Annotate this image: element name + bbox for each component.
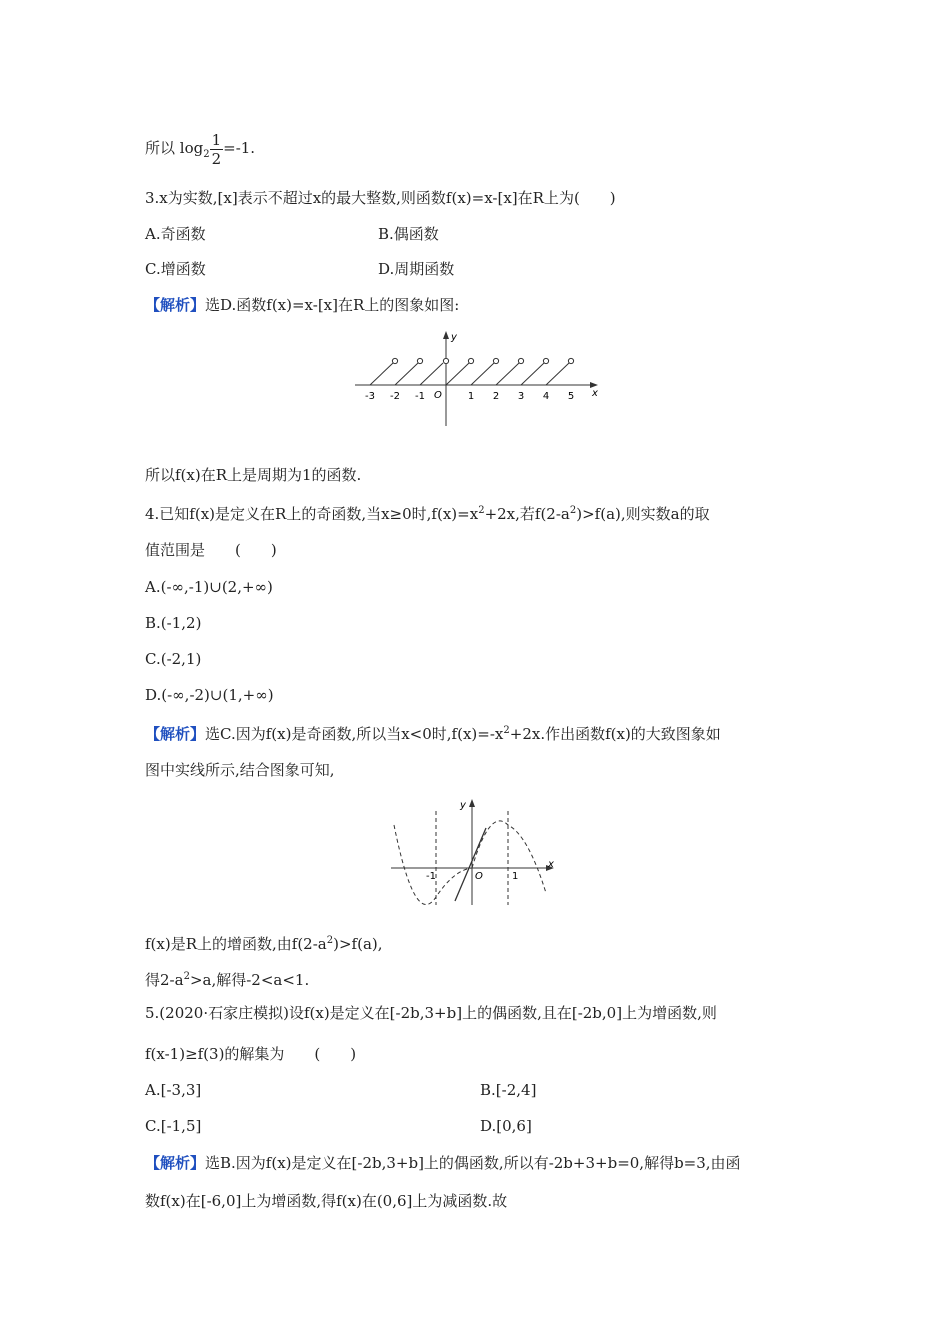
solution-tag: 【解析】 — [145, 296, 206, 314]
exponent: 2 — [478, 505, 485, 516]
tick-label: -1 — [415, 391, 425, 402]
exponent: 2 — [183, 971, 190, 982]
q4-solution-line2: 图中实线所示,结合图象可知, — [145, 761, 335, 779]
segment — [546, 363, 569, 385]
tick-label: 1 — [467, 391, 475, 402]
text: >a,解得-2<a<1. — [189, 971, 310, 989]
open-dot — [443, 358, 448, 363]
segment — [446, 363, 469, 385]
text: =-1. — [223, 139, 256, 157]
text: )>f(a), — [333, 935, 383, 953]
q3-option-d: D.周期函数 — [378, 260, 455, 278]
q3-stem: 3.x为实数,[x]表示不超过x的最大整数,则函数f(x)=x-[x]在R上为( ) — [145, 189, 616, 207]
x-axis-label: x — [592, 388, 598, 399]
q4-conclusion-line2 — [145, 967, 309, 990]
segment — [370, 363, 393, 385]
q4-stem-line2: 值范围是 ( ) — [145, 541, 277, 559]
exponent: 2 — [503, 725, 510, 736]
exponent: 2 — [569, 505, 577, 516]
origin-label: O — [475, 871, 483, 882]
q5-solution-line2: 数f(x)在[-6,0]上为增函数,得f(x)在(0,6]上为减函数.故 — [145, 1192, 508, 1210]
open-dot — [493, 358, 498, 363]
solution-tag: 【解析】 — [145, 725, 206, 743]
q5-option-b: B.[-2,4] — [480, 1081, 537, 1099]
q4-option-c: C.(-2,1) — [145, 650, 202, 668]
tick-label: 4 — [542, 391, 550, 402]
segment — [496, 363, 519, 385]
text: )>f(a),则实数a的取 — [576, 505, 710, 523]
segment — [395, 363, 418, 385]
tick-label-pos: 1 — [512, 871, 519, 882]
q5-stem-line1: 5.(2020·石家庄模拟)设f(x)是定义在[-2b,3+b]上的偶函数,且在[-2b,0]上为增函数,则 — [145, 1004, 717, 1022]
q4-option-a: A.(-∞,-1)∪(2,+∞) — [145, 578, 273, 596]
tick-label: 2 — [492, 391, 500, 402]
text: 4.已知f(x)是定义在R上的奇函数,当x≥0时,f(x)=x — [145, 505, 479, 523]
q3-conclusion: 所以f(x)在R上是周期为1的函数. — [145, 466, 362, 484]
q3-option-a: A.奇函数 — [145, 225, 206, 243]
q5-option-d: D.[0,6] — [480, 1117, 532, 1135]
sawtooth-graph — [350, 328, 605, 430]
solid-increasing-line — [455, 828, 486, 901]
text: 所以 log — [145, 139, 204, 157]
q3-option-c: C.增函数 — [145, 260, 206, 278]
segment — [521, 363, 544, 385]
q3-option-b: B.偶函数 — [378, 225, 439, 243]
q4-solution-line1 — [145, 721, 721, 744]
q4-conclusion-line1 — [145, 931, 383, 954]
q4-option-b: B.(-1,2) — [145, 614, 202, 632]
q5-solution-line1 — [145, 1153, 741, 1173]
open-dot — [417, 358, 422, 363]
origin-label: O — [434, 390, 442, 401]
dashed-parabola-left — [394, 825, 472, 905]
q5-option-a: A.[-3,3] — [145, 1081, 202, 1099]
open-dot — [543, 358, 548, 363]
text: 选B.因为f(x)是定义在[-2b,3+b]上的偶函数,所以有-2b+3+b=0,解得b=3,由函 — [205, 1154, 741, 1172]
fraction — [210, 131, 224, 168]
text: 选D.函数f(x)=x-[x]在R上的图象如图: — [205, 296, 460, 314]
text: 得2-a — [145, 971, 184, 989]
text: f(x)是R上的增函数,由f(2-a — [145, 935, 327, 953]
q4-stem-line1 — [145, 501, 710, 524]
tick-label: -3 — [365, 391, 375, 402]
tick-label: -2 — [390, 391, 400, 402]
segment — [471, 363, 494, 385]
q3-solution — [145, 295, 459, 315]
open-dot — [518, 358, 523, 363]
text: 选C.因为f(x)是奇函数,所以当x<0时,f(x)=-x — [205, 725, 504, 743]
tick-label-neg: -1 — [426, 871, 436, 882]
saw-segments — [370, 363, 569, 385]
fraction-numerator: 1 — [211, 130, 222, 149]
y-axis-label: y — [451, 332, 457, 343]
segment — [420, 363, 443, 385]
dashed-parabola-right — [472, 821, 546, 893]
exponent: 2 — [326, 935, 334, 946]
open-endpoints — [392, 358, 573, 363]
tick-label: 5 — [567, 391, 575, 402]
q5-stem-line2: f(x-1)≥f(3)的解集为 ( ) — [145, 1045, 357, 1063]
text: +2x.作出函数f(x)的大致图象如 — [509, 725, 721, 743]
open-dot — [568, 358, 573, 363]
open-dot — [468, 358, 473, 363]
y-axis-arrow — [469, 799, 475, 807]
y-axis-arrow — [443, 331, 449, 339]
tick-label: 3 — [517, 391, 525, 402]
q5-option-c: C.[-1,5] — [145, 1117, 202, 1135]
y-axis-label: y — [460, 800, 466, 811]
fraction-denominator: 2 — [211, 149, 222, 168]
log-result-line — [145, 130, 255, 173]
text: +2x,若f(2-a — [484, 505, 570, 523]
q4-option-d: D.(-∞,-2)∪(1,+∞) — [145, 686, 274, 704]
log-base: 2 — [203, 149, 210, 160]
open-dot — [392, 358, 397, 363]
x-axis-label: x — [548, 859, 554, 870]
solution-tag: 【解析】 — [145, 1154, 206, 1172]
quadratic-graph — [388, 795, 563, 907]
